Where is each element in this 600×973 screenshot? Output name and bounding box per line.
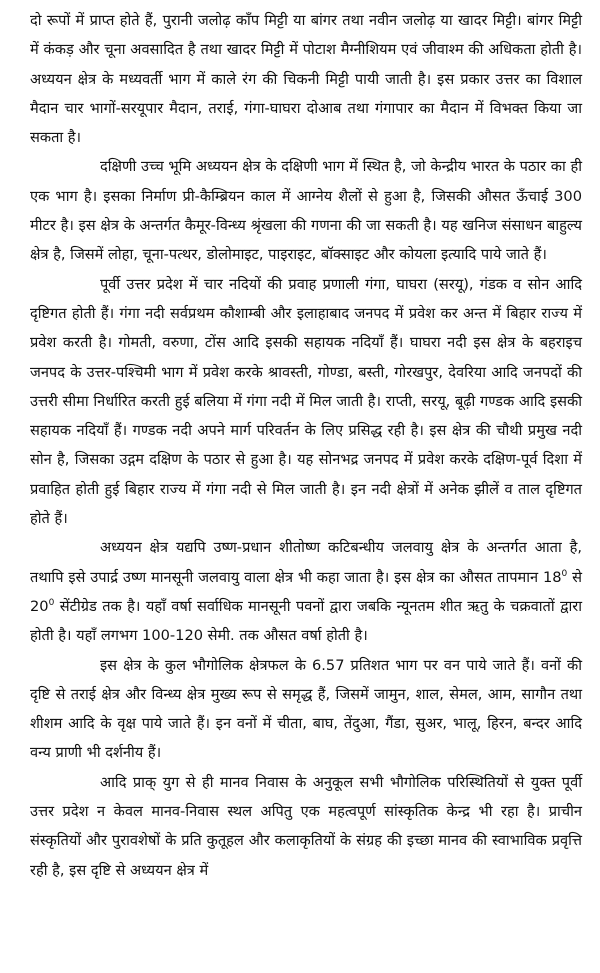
- paragraph-southern-highland: दक्षिणी उच्च भूमि अध्ययन क्षेत्र के दक्षिणी भाग में स्थित है, जो केन्द्रीय भारत के पठार का ही एक भाग है। इसका निर्माण प्री-कैम्ब्रियन काल में आग्नेय शैलों से हुआ है, जिसकी औसत ऊँचाई 300 मीटर है। इस क्षेत्र के अन्तर्गत कैमूर-विन्ध्य श्रृंखला की गणना की जा सकती है। यह खनिज संसाधन बाहुल्य क्षेत्र है, जिसमें लोहा, चूना-पत्थर, डोलोमाइट, पाइराइट, बॉक्साइट और कोयला इत्यादि पाये जाते हैं।: [30, 158, 582, 264]
- paragraph-forests: इस क्षेत्र के कुल भौगोलिक क्षेत्रफल के 6.57 प्रतिशत भाग पर वन पाये जाते हैं। वनों की दृष्टि से तराई क्षेत्र और विन्ध्य क्षेत्र मुख्य रूप से समृद्ध हैं, जिसमें जामुन, शाल, सेमल, आम, सागौन तथा शीशम आदि के वृक्ष पाये जाते हैं। इन वनों में चीता, बाघ, तेंदुआ, गैंडा, सुअर, भालू, हिरन, बन्दर आदि वन्य प्राणी भी दर्शनीय हैं।: [30, 656, 582, 762]
- paragraph-soil: दो रूपों में प्राप्त होते हैं, पुरानी जलोढ़ काँप मिट्टी या बांगर तथा नवीन जलोढ़ या खादर मिट्टी। बांगर मिट्टी में कंकड़ और चूना अवसादित है तथा खादर मिट्टी में पोटाश मैग्नीशियम एवं जीवाश्म की अधिकता होती है। अध्ययन क्षेत्र के मध्यवर्ती भाग में काले रंग की चिकनी मिट्टी पायी जाती है। इस प्रकार उत्तर का विशाल मैदान चार भागों-सरयूपार मैदान, तराई, गंगा-घाघरा दोआब तथा गंगापार का मैदान में विभक्त किया जा सकता है।: [30, 12, 582, 147]
- paragraph-rivers: पूर्वी उत्तर प्रदेश में चार नदियों की प्रवाह प्रणाली गंगा, घाघरा (सरयू), गंडक व सोन आदि दृष्टिगत होती हैं। गंगा नदी सर्वप्रथम कौशाम्बी और इलाहाबाद जनपद में प्रवेश कर अन्त में बिहार राज्य में प्रवेश करती है। गोमती, वरुणा, टोंस आदि इसकी सहायक नदियाँ हैं। घाघरा नदी इस क्षेत्र के बहराइच जनपद के उत्तर-पश्चिमी भाग में प्रवेश करके श्रावस्ती, गोण्डा, बस्ती, गोरखपुर, देवरिया आदि जनपदों की उत्तरी सीमा निर्धारित करती हुई बलिया में गंगा नदी में मिल जाती है। राप्ती, सरयू, बूढ़ी गण्डक आदि इसकी सहायक नदियाँ हैं। गण्डक नदी अपने मार्ग परिवर्तन के लिए प्रसिद्ध रही है। इस क्षेत्र की चौथी प्रमुख नदी सोन है, जिसका उद्गम दक्षिण के पठार से हुआ है। यह सोनभद्र जनपद में प्रवेश करके दक्षिण-पूर्व दिशा में प्रवाहित होती हुई बिहार राज्य में गंगा नदी से मिल जाती है। इन नदी क्षेत्रों में अनेक झीलें व ताल दृष्टिगत होते हैं।: [30, 275, 582, 528]
- degree-superscript-1: 0: [561, 568, 568, 579]
- document-page: [30, 6, 582, 885]
- climate-text-part-2: से 20: [30, 568, 582, 615]
- climate-text-part-3: सेंटीग्रेड तक है। यहाँ वर्षा सर्वाधिक मानसूनी पवनों द्वारा जबकि न्यूनतम शीत ऋतु के चक्रवातों द्वारा होती है। यहाँ लगभग 100-120 सेमी. तक औसत वर्षा होती है।: [30, 597, 582, 645]
- paragraph-culture: आदि प्राक् युग से ही मानव निवास के अनुकूल सभी भौगोलिक परिस्थितियों से युक्त पूर्वी उत्तर प्रदेश न केवल मानव-निवास स्थल अपितु एक महत्वपूर्ण सांस्कृतिक केन्द्र भी रहा है। प्राचीन संस्कृतियों और पुरावशेषों के प्रति कुतूहल और कलाकृतियों के संग्रह की इच्छा मानव की स्वाभाविक प्रवृत्ति रही है, इस दृष्टि से अध्ययन क्षेत्र में: [30, 773, 582, 879]
- degree-superscript-2: 0: [48, 598, 55, 609]
- climate-text-part-1: अध्ययन क्षेत्र यद्यपि उष्ण-प्रधान शीतोष्ण कटिबन्धीय जलवायु क्षेत्र के अन्तर्गत आता है, तथापि इसे उपार्द्र उष्ण मानसूनी जलवायु वाला क्षेत्र भी कहा जाता है। इस क्षेत्र का औसत तापमान 18: [30, 539, 582, 586]
- paragraph-climate: [30, 533, 582, 650]
